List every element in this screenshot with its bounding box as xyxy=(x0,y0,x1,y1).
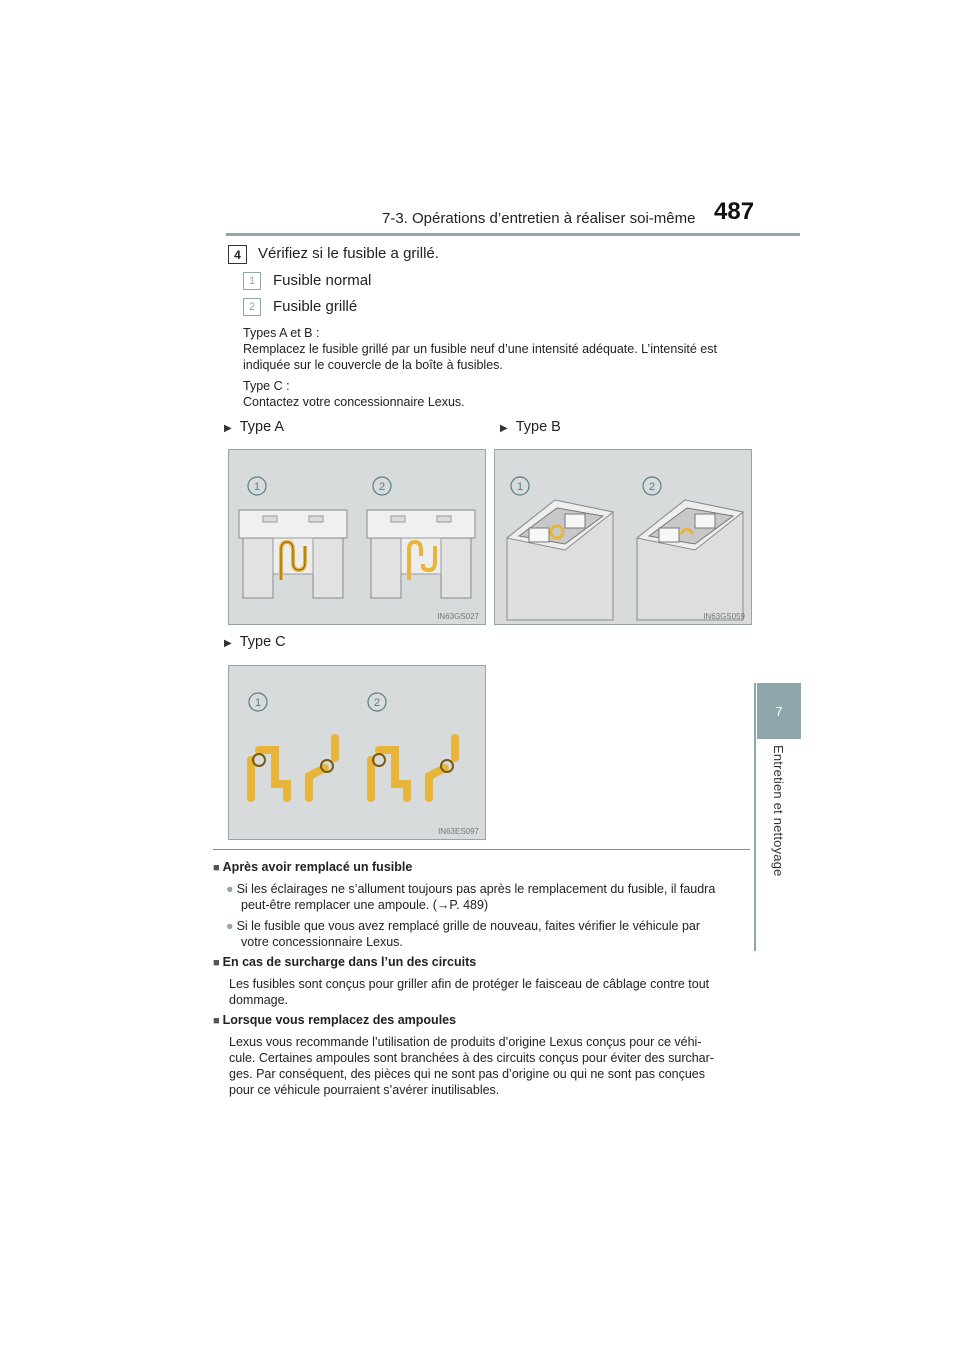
section-title: ■ Lorsque vous remplacez des ampoules xyxy=(213,1013,457,1027)
bullet-line: peut-être remplacer une ampoule. (→P. 489) xyxy=(241,898,489,912)
dot-bullet-icon: ● xyxy=(226,919,234,933)
chapter-side-label: Entretien et nettoyage xyxy=(771,745,786,877)
square-bullet-icon: ■ xyxy=(213,1015,220,1027)
triangle-icon: ▶ xyxy=(224,638,232,649)
item-number-badge: 2 xyxy=(243,298,261,316)
section-divider xyxy=(213,849,750,850)
svg-text:1: 1 xyxy=(253,481,261,493)
chapter-tab[interactable]: 7 xyxy=(757,683,801,739)
note-c-line: Contactez votre concessionnaire Lexus. xyxy=(243,395,465,409)
dot-bullet-icon: ● xyxy=(226,882,234,896)
figure-type-b xyxy=(494,449,752,625)
note-ab-line: indiquée sur le couvercle de la boîte à fusibles. xyxy=(243,358,503,372)
triangle-icon: ▶ xyxy=(224,423,232,434)
svg-text:1: 1 xyxy=(254,697,262,709)
paragraph-line: cule. Certaines ampoules sont branchées à des circuits conçus pour éviter des surchar- xyxy=(229,1051,714,1065)
square-bullet-icon: ■ xyxy=(213,862,220,874)
bullet-item: ● Si le fusible que vous avez remplacé grille de nouveau, faites vérifier le véhicule par xyxy=(226,919,701,933)
paragraph-line: dommage. xyxy=(229,993,289,1007)
paragraph-line: Lexus vous recommande l’utilisation de produits d’origine Lexus conçus pour ce véhi- xyxy=(229,1035,702,1049)
item-number-badge: 1 xyxy=(243,272,261,290)
paragraph-line: Les fusibles sont conçus pour griller afin de protéger le faisceau de câblage contre tout xyxy=(229,977,710,991)
section-title: ■ En cas de surcharge dans l’un des circuits xyxy=(213,955,477,969)
type-b-label: ▶ Type B xyxy=(500,419,561,435)
triangle-icon: ▶ xyxy=(500,423,508,434)
figure-code: IN63GS059 xyxy=(703,612,745,621)
item-label-blown: Fusible grillé xyxy=(273,298,358,315)
figure-code: IN63GS027 xyxy=(437,612,479,621)
paragraph-line: ges. Par conséquent, des pièces qui ne sont pas d’origine ou qui ne sont pas conçues xyxy=(229,1067,706,1081)
figure-code: IN63ES097 xyxy=(438,827,479,836)
square-bullet-icon: ■ xyxy=(213,957,220,969)
type-a-fuse-illustration xyxy=(229,450,485,624)
bullet-item: ● Si les éclairages ne s’allument toujours pas après le remplacement du fusible, il faudra xyxy=(226,882,716,896)
svg-text:2: 2 xyxy=(648,481,656,493)
chapter-header-title: 7-3. Opérations d’entretien à réaliser soi-même xyxy=(382,210,696,227)
figure-type-a xyxy=(228,449,486,625)
svg-text:2: 2 xyxy=(373,697,381,709)
paragraph-line: pour ce véhicule pourraient s’avérer inutilisables. xyxy=(229,1083,500,1097)
type-c-label: ▶ Type C xyxy=(224,634,286,650)
step-number-box: 4 xyxy=(228,245,247,264)
page-number: 487 xyxy=(714,198,755,225)
svg-text:1: 1 xyxy=(516,481,524,493)
figure-type-c xyxy=(228,665,486,840)
note-c-title: Type C : xyxy=(243,379,290,393)
note-ab-line: Remplacez le fusible grillé par un fusible neuf d’une intensité adéquate. L’intensité est xyxy=(243,342,717,356)
item-label-normal: Fusible normal xyxy=(273,272,372,289)
svg-text:2: 2 xyxy=(378,481,386,493)
type-c-fuse-illustration xyxy=(229,666,485,839)
header-rule xyxy=(226,233,800,236)
note-ab-title: Types A et B : xyxy=(243,326,320,340)
bullet-line: votre concessionnaire Lexus. xyxy=(241,935,403,949)
type-b-fuse-illustration xyxy=(495,450,751,624)
step-text: Vérifiez si le fusible a grillé. xyxy=(258,245,439,262)
type-a-label: ▶ Type A xyxy=(224,419,285,435)
section-title: ■ Après avoir remplacé un fusible xyxy=(213,860,413,874)
